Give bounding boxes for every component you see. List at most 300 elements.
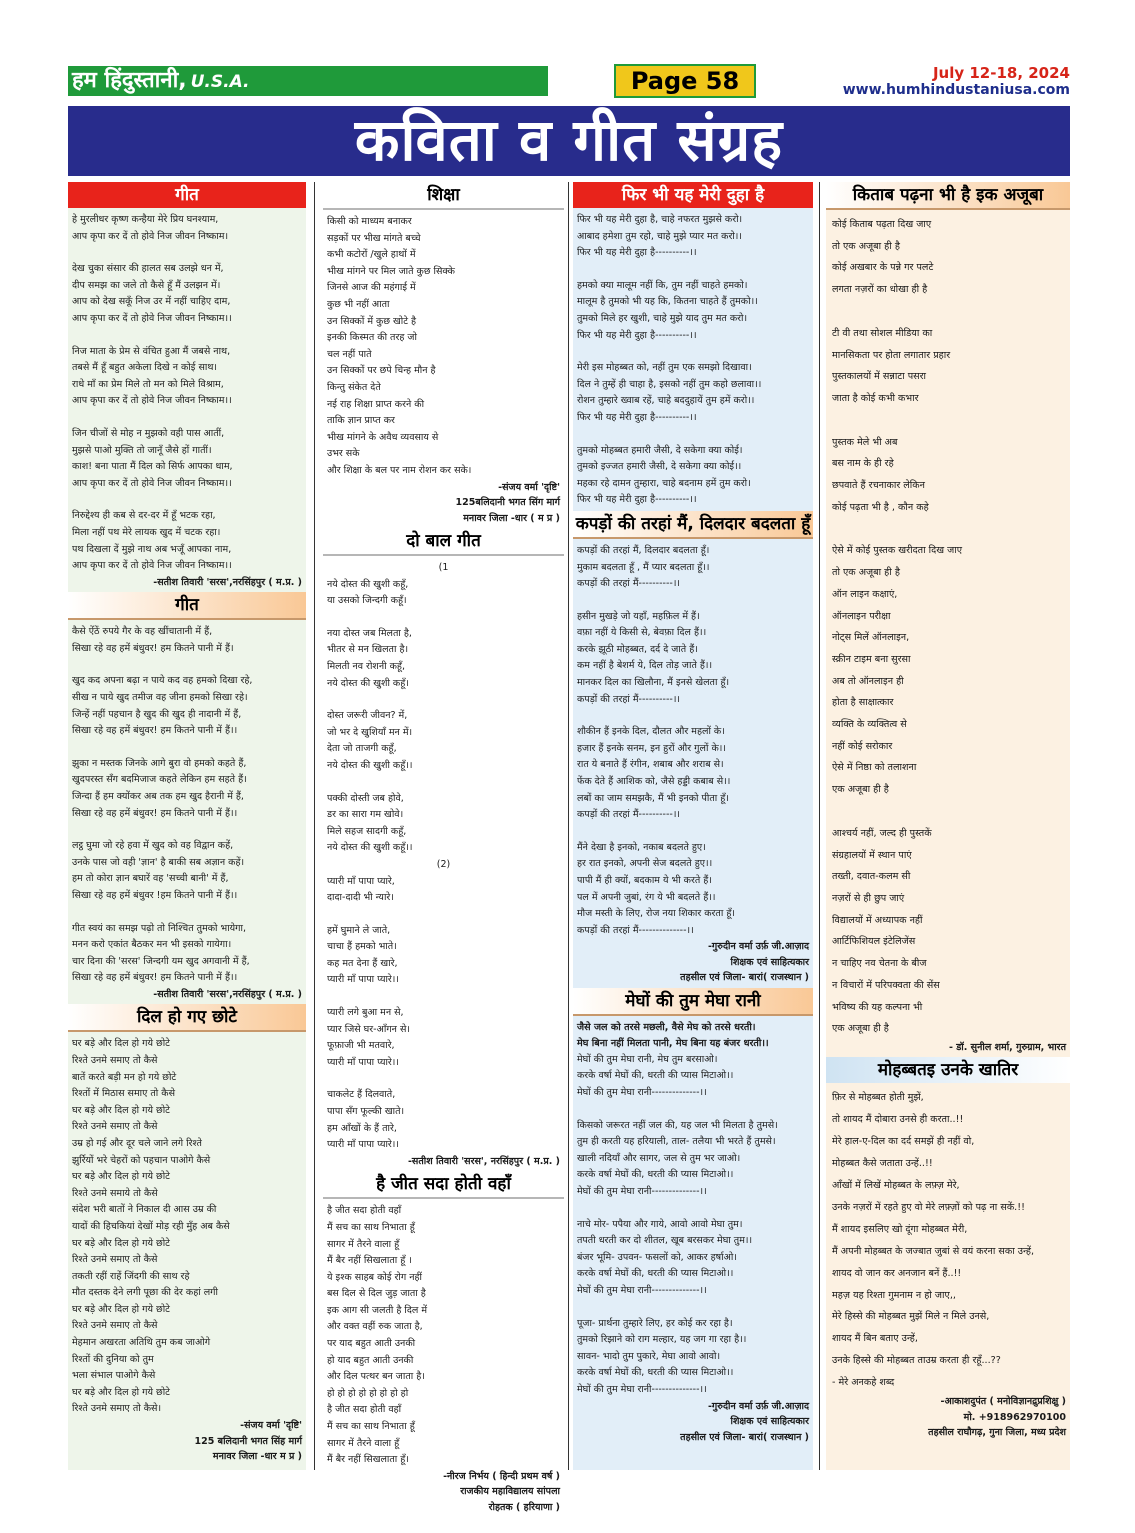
poem-line: मोहब्बत कैसे जताता उन्हें..!!	[832, 1158, 933, 1170]
poem-line: हसीन मुखड़े जो यहाँ, महफ़िल में हैं।	[577, 610, 700, 622]
poem-line: लबों का जाम समझकै, मैं भी इनको पीता हूँ।	[577, 792, 729, 804]
poem-line: हर रात इनको, अपनी सेज बदलते हुए।।	[577, 858, 713, 870]
poem-line: फिर भी यह मेरी दुहा है----------।।	[577, 494, 697, 506]
poem-line: सिखा रहे वह हमें बंधुवर! हम कितने पानी में हैं।	[72, 642, 234, 654]
poem-line: कपड़ों की तरहां मैं----------।।	[577, 693, 681, 705]
poem-line: हमें घुमाने ले जाते,	[327, 924, 391, 936]
poem-kitab-padhna	[826, 182, 1070, 1057]
poem-line: पुस्तकालयों में सन्नाटा पसरा	[832, 371, 927, 383]
poem-line: मेरे हाल-ए-दिल का दर्द समझें ही नहीं वो,	[832, 1136, 975, 1148]
poem-line: तो शायद मैं दोबारा उनसे ही करता..!!	[832, 1114, 964, 1126]
poem-line: घर बड़े और दिल हो गये छोटे	[72, 1303, 170, 1315]
column-divider	[568, 182, 569, 1470]
poem-line: मानकर दिल का खिलौना, मैं इनसे खेलता हूँ।	[577, 677, 730, 689]
poem-line: तपती धरती कर दो शीतल, खूब बरसकर मेघा तुम।।	[577, 1235, 753, 1247]
poem-line: या उसको जिन्दगी कहूँ।	[327, 595, 407, 607]
poem-line: दिल ने तुम्हें ही चाहा है, इसको नहीं तुम कहो छलावा।।	[577, 378, 762, 390]
poem-line: मनन करो एकांत बैठकर मन भी इसको गायेगा।	[72, 939, 232, 951]
poem-line: ताकि ज्ञान प्राप्त कर	[327, 415, 395, 427]
poem-line: न विचारों में परिपक्वता की सेंस	[832, 979, 940, 991]
issue-date: July 12-18, 2024	[932, 64, 1070, 82]
poem-line: जिन्दा हैं हम क्योंकर अब तक हम खुद हैरानी में हैं,	[72, 790, 244, 802]
poem-line: उनके हिस्से की मोहब्बत ताउम्र करता ही रहूँ...??	[832, 1355, 1001, 1367]
poem-line: राधे माँ का प्रेम मिले तो मन को मिले विश्राम,	[72, 378, 224, 390]
poem-line: हो याद बहुत आती उनकी	[327, 1354, 414, 1366]
poem-line: चाकलेट हैं दिलवाते,	[327, 1089, 396, 1101]
poem-title: दो बाल गीत	[323, 528, 564, 556]
poem-line: घर बड़े और दिल हो गये छोटे	[72, 1104, 170, 1116]
poem-line: छपवाते हैं रचनाकार लेकिन	[832, 480, 925, 492]
column-2	[323, 182, 564, 1513]
stanza-break	[327, 610, 560, 626]
poem-line: किसी को माध्यम बनाकर	[327, 216, 412, 227]
poem-line: नये दोस्त की खुशी कहूँ,	[327, 578, 409, 590]
poem-line: शौकीन हैं इनके दिल, दौलत और महलों के।	[577, 726, 725, 738]
poem-line: डर का सारा गम खोवे।	[327, 809, 404, 821]
poem-title: शिक्षा	[323, 182, 564, 210]
stanza-break	[72, 740, 302, 756]
poem-line: उनके पास जो वही 'ज्ञान' है बाकी सब अज्ञान कहें।	[72, 856, 245, 868]
stanza-break	[72, 657, 302, 673]
poem-line: विद्यालयों में अध्यापक नहीं	[832, 914, 923, 926]
poem-line: सिखा रहे वह हमें बंधुवर !हम कितने पानी में हैं।।	[72, 889, 238, 901]
stanza-break	[832, 518, 1066, 540]
column-4	[826, 182, 1070, 1470]
poem-line: आश्चर्य नहीं, जल्द ही पुस्तकें	[832, 827, 932, 839]
poem-line: कपड़ों की तरहां मैं--------------।।	[577, 924, 694, 936]
stanza-break	[577, 1102, 809, 1118]
stanza-break	[327, 775, 560, 791]
poem-body	[826, 1083, 1070, 1442]
poem-line: घर बड़े और दिल हो गये छोटे	[72, 1386, 170, 1398]
poem-line: मौत दस्तक देने लगी पूछा की देर कहां लगी	[72, 1287, 218, 1299]
poem-author	[327, 1469, 560, 1516]
author-line: राजकीय महाविद्यालय सांपला	[460, 1486, 560, 1498]
column-divider	[314, 182, 315, 1470]
poem-line: तुमको मोहब्बत हमारी जैसी, दे सकेगा क्या कोई।	[577, 444, 743, 456]
poem-line: नया दोस्त जब मिलता है,	[327, 627, 412, 639]
stanza-break	[577, 262, 809, 278]
poem-line: मेहमान अखरता अतिथि तुम कब जाओगे	[72, 1337, 211, 1349]
poem-author: - डॉ. सुनील शर्मा, गुरुग्राम, भारत	[948, 1041, 1066, 1053]
poem-dil-ho-gaye-chhote	[68, 1004, 306, 1466]
poem-line: एक अजूबा ही है	[832, 784, 889, 796]
poem-line: दीप समझ का जले तो कैसे हूँ मैं उलझन में।	[72, 279, 221, 291]
poem-line: तकती रहीं राहें जिंदगी की साथ रहे	[72, 1270, 190, 1282]
poem-lines	[832, 1087, 1066, 1394]
poem-line: मेघों की तुम मेघा रानी--------------।।	[577, 1186, 707, 1198]
poem-lines	[72, 1036, 302, 1418]
poem-line: हजार हैं इनके सनम, इन हुरों और गुलों के।।	[577, 742, 726, 754]
author-line: रोहतक ( हरियाणा )	[488, 1501, 560, 1513]
stanza-break	[577, 593, 809, 609]
poem-line: सीख न पाये खुद तमीज वह जीना हमको सिखा रहे।	[72, 691, 248, 703]
poem-line: नये दोस्त की खुशी कहूँ।।	[327, 759, 413, 771]
poem-line: तुमको मिले हर खुशी, चाहे मुझे याद तुम मत करो।	[577, 312, 748, 324]
poem-author: -सतीश तिवारी 'सरस',नरसिंहपुर ( म.प्र. )	[153, 576, 302, 588]
poem-line: आप को देख सकूँ निज उर में नहीं चाहिए दाम,	[72, 296, 231, 308]
poem-line: तुमको इज्जत हमारी जैसी, दे सकेगा क्या कोई।।	[577, 461, 742, 473]
stanza-break	[72, 245, 302, 261]
poem-line: भविष्य की यह कल्पना भी	[832, 1001, 923, 1013]
poem-line: तो एक अजूबा ही है	[832, 240, 900, 252]
poem-line: मालूम है तुमको भी यह कि, कितना चाहते हैं तुमको।।	[577, 296, 758, 308]
stanza-break	[577, 344, 809, 360]
poem-line: मुझसे पाओ मुक्ति तो जानूँ जैसे हों गातीं।	[72, 444, 212, 456]
poem-line: सिखा रहे वह हमें बंधुवर! हम कितने पानी में हैं।।	[72, 725, 238, 737]
poem-title: है जीत सदा होती वहाँ	[323, 1171, 564, 1199]
poem-line: अब तो ऑनलाइन ही	[832, 675, 904, 687]
poem-line: लट्ठ घुमा जो रहे हवा में खुद को वह विद्वान कहें,	[72, 840, 234, 852]
poem-line: नये दोस्त की खुशी कहूँ।	[327, 677, 409, 689]
poem-line: करके वर्षा मेघों की, धरती की प्यास मिटाओ।।	[577, 1268, 734, 1280]
poem-line: और वक्त वहीं रुक जाता है,	[327, 1321, 423, 1333]
poem-line: लगता नज़रों का धोखा ही है	[832, 284, 928, 296]
poem-line: तो एक अजूबा ही है	[832, 567, 900, 579]
poem-hai-jeet-sada	[323, 1171, 564, 1517]
poem-line: फिर भी यह मेरी दुहा है----------।।	[577, 411, 697, 423]
poem-body	[826, 210, 1070, 1057]
poem-line: खाली नदियाँ और सागर, जल से तुम भर जाओ।	[577, 1152, 741, 1164]
poem-line: चार दिना की 'सरस' जिन्दगी यम खुद अगवानी में हैं,	[72, 955, 250, 967]
poem-line: रोशन तुम्हारे ख्वाब रहें, चाहे बददुहायें तुम हमें करो।।	[577, 395, 755, 407]
poem-line: शायद वो जान कर अनजान बनें हैं..!!	[832, 1267, 962, 1279]
poem-line: हम आँखों के हैं तारे,	[327, 1122, 397, 1134]
poem-line: कपड़ों की तरहां मैं, दिलदार बदलता हूँ।	[577, 544, 710, 556]
poem-line: मेघों की तुम मेघा रानी--------------।।	[577, 1383, 707, 1395]
poem-lines	[577, 1052, 809, 1399]
poem-line: स्क्रीन टाइम बना सुरसा	[832, 653, 911, 665]
poem-line: रिश्ते उनमे समाए तो कैसे	[72, 1254, 158, 1266]
poem-line: न चाहिए नव चेतना के बीज	[832, 958, 927, 970]
poem-geet-2	[68, 592, 306, 1004]
poem-line: पुस्तक मेले भी अब	[832, 436, 898, 448]
poem-line: उम्र हो गई और दूर चले जाने लगे रिश्ते	[72, 1137, 202, 1149]
author-line: -गुरुदीन वर्मा उर्फ़ जी.आज़ाद	[707, 941, 809, 953]
poem-line: झुर्रियों भरे चेहरों को पहचान पाओगे कैसे	[72, 1154, 211, 1166]
stanza-break	[327, 692, 560, 708]
poem-line: आप कृपा कर दें तो होवे निज जीवन निष्काम।।	[72, 395, 232, 407]
poem-line: करके झूठी मोहब्बत, दर्द दे जाते हैं।	[577, 643, 698, 655]
poem-line: पक्की दोस्ती जब होवे,	[327, 792, 404, 804]
author-line: -गुरुदीन वर्मा उर्फ़ जी.आज़ाद	[707, 1400, 809, 1412]
poem-line: हो हो हो हो हो हो हो हो	[327, 1387, 409, 1399]
poem-line: वफ़ा नहीं ये किसी से, बेवफ़ा दिल हैं।।	[577, 627, 707, 639]
poem-line: और शिक्षा के बल पर नाम रोशन कर सके।	[327, 464, 472, 476]
author-line: -संजय वर्मा 'दृष्टि'	[240, 1420, 302, 1432]
intro-line: जैसे जल को तरसे मछली, वैसे मेघ को तरसे धरती।	[577, 1021, 756, 1033]
poem-line: खुदपरस्त सँग बदमिजाज कहते लेकिन हम सहते हैं।	[72, 774, 247, 786]
poem-line: ऑनलाइन परीक्षा	[832, 610, 891, 622]
poem-lines	[577, 212, 809, 509]
author-line: -नीरज निर्भय ( हिन्दी प्रथम वर्ष )	[443, 1470, 560, 1482]
poem-line: भीख मांगने पर मिल जाते कुछ सिक्के	[327, 265, 455, 277]
poem-line: कपड़ों की तरहां मैं----------।।	[577, 578, 681, 590]
poem-lines	[72, 212, 302, 575]
poem-line: ऐसे में निष्ठा को तलाशना	[832, 762, 917, 774]
poem-line: पूजा- प्रार्थना तुम्हारे लिए, हर कोई कर रहा है।	[577, 1317, 733, 1329]
poem-line: संदेश भरी बातों ने निकाल दी आस उम्र की	[72, 1204, 217, 1216]
poem-line: संग्रहालयों में स्थान पाएं	[832, 849, 912, 861]
poem-line: मानसिकता पर होता लगातार प्रहार	[832, 349, 951, 361]
poem-line: हे मुरलीधर कृष्ण कन्हैया मेरे प्रिय घनश्याम,	[72, 214, 219, 225]
poem-line: मिला नहीं पथ मेरे लायक खुद में चटक रहा।	[72, 526, 221, 538]
poem-line: आप कृपा कर दें तो होवे निज जीवन निष्काम।।	[72, 312, 232, 324]
poem-line: पल में अपनी जुबां, रंग ये भी बदलते हैं।।	[577, 891, 716, 903]
poem-line: मेरी इस मोहब्बत को, नहीं तुम एक समझो दिखावा।	[577, 362, 752, 374]
poem-line: कुछ भी नहीं आता	[327, 298, 390, 310]
website-link[interactable]: www.humhindustaniusa.com	[842, 82, 1070, 98]
poem-meghon-ki-megha-rani	[573, 988, 813, 1447]
poem-title: फिर भी यह मेरी दुहा है	[573, 182, 813, 208]
poem-line: फ़िर से मोहब्बत होती मुझें,	[832, 1092, 924, 1104]
poem-line: मेघों की तुम मेघा रानी, मेघ तुम बरसाओ।	[577, 1053, 718, 1065]
poem-line: बस नाम के ही रहे	[832, 458, 894, 470]
poem-lines	[72, 624, 302, 987]
poem-title: गीत	[68, 592, 306, 620]
poem-title: मोहब्बतइ उनके खातिर	[826, 1057, 1070, 1083]
poem-line: प्यारी माँ पापा प्यारे।।	[327, 974, 400, 986]
poem-line: कोई किताब पढ़ता दिख जाए	[832, 219, 932, 230]
poem-line: सिखा रहे वह हमें बंधुवर! हम कितने पानी में हैं।।	[72, 807, 238, 819]
poem-line: निरुद्देश्य ही कब से दर-दर में हूँ भटक रहा,	[72, 510, 216, 522]
poem-line: नज़रों से ही छुप जाएं	[832, 892, 905, 904]
poem-line: कपड़ों की तरहां मैं----------।।	[577, 809, 681, 821]
poem-line: उन सिक्कों में कुछ खोटे है	[327, 315, 417, 327]
poem-line: हमको क्या मालूम नहीं कि, तुम नहीं चाहते हमको।	[577, 279, 748, 291]
poem-line: जिन चीजों से मोह न मुझको वही पास आतीं,	[72, 427, 225, 439]
poem-line: प्यारी माँ पापा प्यारे।।	[327, 1139, 400, 1151]
poem-line: भीतर से मन खिलता है।	[327, 644, 409, 656]
poem-line: खुद कद अपना बढ़ा न पाये कद वह हमको दिखा रहे,	[72, 675, 253, 687]
author-line: तहसील एवं जिला- बारां( राजस्थान )	[680, 972, 809, 984]
column-divider	[819, 182, 820, 1470]
stanza-break	[72, 328, 302, 344]
stanza-break	[72, 492, 302, 508]
newspaper-brand[interactable]	[68, 66, 548, 96]
poem-body	[573, 208, 813, 511]
poem-line: रिश्तों की दुनिया को तुम	[72, 1353, 154, 1365]
poem-line: महका रहे दामन तुम्हारा, चाहे बदनाम हमें तुम करो।	[577, 477, 751, 489]
stanza-break	[832, 301, 1066, 323]
poem-line: ये इश्क साहब कोई रोग नहीं	[327, 1271, 423, 1283]
poem-line: उभर सके	[327, 448, 360, 460]
poem-line: तख्ती, दवात-कलम सी	[832, 871, 911, 883]
author-line: -आकाशदुपंत ( मनोविज्ञानद्रुप्रशिक्षु )	[940, 1396, 1066, 1408]
poem-line: जाता है कोई कभी कभार	[832, 392, 919, 404]
poem-line: इक आग सी जलती है दिल में	[327, 1304, 428, 1316]
poem-line: निज माता के प्रेम से वंचित हुआ मैं जबसे नाथ,	[72, 345, 231, 357]
poem-line: शायद मैं बिन बताए उन्हें,	[832, 1333, 918, 1345]
poem-line: ऐसे में कोई पुस्तक खरीदता दिख जाए	[832, 545, 963, 557]
poem-line: मुकाम बदलता हूँ , मैं प्यार बदलता हूँ।।	[577, 561, 710, 573]
poem-line: रिश्ते उनमे समाये तो कैसे	[72, 1187, 158, 1199]
poem-title: मेघों की तुम मेघा रानी	[573, 988, 813, 1016]
poem-line: नाचे मोर- पपैया और गाये, आवो आवो मेघा तुम।	[577, 1218, 743, 1230]
poem-line: घर बड़े और दिल हो गये छोटे	[72, 1237, 170, 1249]
poem-body	[68, 620, 306, 1004]
poem-line: दादा-दादी भी न्यारे।	[327, 892, 394, 904]
poem-line: घर बड़े और दिल हो गये छोटे	[72, 1038, 170, 1050]
poem-line: मिलती नव रोशनी कहूँ,	[327, 660, 405, 672]
issue-info	[843, 64, 1070, 99]
poem-line: देख चुका संसार की हालत सब उलझे धन में,	[72, 263, 224, 275]
poem-line: कैसे ऐंठें रुपये गैर के वह खींचातानी में हैं,	[72, 626, 213, 638]
poem-author: -सतीश तिवारी 'सरस',नरसिंहपुर ( म.प्र. )	[153, 988, 302, 1000]
poem-line: बंजर भूमि- उपवन- फसलों को, आकर हर्षाओ।	[577, 1251, 737, 1263]
poem-line: (1	[438, 562, 449, 573]
poem-line: आप कृपा कर दें तो होवे निज जीवन निष्काम।	[72, 230, 229, 242]
author-line: मनावर जिला -धार ( म प्र )	[463, 512, 560, 524]
poem-line: रिश्तों में मिठास समाए तो कैसे	[72, 1088, 175, 1100]
author-line: 125 बलिदानी भगत सिंह मार्ग	[194, 1435, 302, 1447]
page-number: Page 58	[614, 64, 756, 98]
stanza-break	[72, 410, 302, 426]
poem-body	[323, 210, 564, 528]
poem-line: मैं बैर नहीं सिखलाता हूँ ।	[327, 1255, 412, 1267]
poem-line: नई राह शिक्षा प्राप्त करने की	[327, 398, 425, 410]
poem-line: मैं अपनी मोहब्बत के जज्बात जुबां से वयं करना सका उन्हें,	[832, 1245, 1035, 1257]
poem-line: करके वर्षा मेघों की, धरती की प्यास मिटाओ।।	[577, 1367, 734, 1379]
poem-geet-1	[68, 182, 306, 592]
poem-line: रिश्ते उनमे समाए तो कैसे	[72, 1320, 158, 1332]
poem-title: गीत	[68, 182, 306, 208]
poem-phir-bhi-dua	[573, 182, 813, 511]
author-line: मो. +918962970100	[963, 1411, 1066, 1423]
poem-line: उनके नज़रों में रहते हुए वो मेरे लफ़्ज़ों को पढ़ ना सकें.!!	[832, 1201, 1025, 1213]
stanza-break	[577, 1300, 809, 1316]
poem-line: दोस्त जरूरी जीवन? में,	[327, 710, 408, 722]
poem-line: नये दोस्त की खुशी कहूँ।।	[327, 842, 413, 854]
stanza-break	[832, 410, 1066, 432]
stanza-break	[577, 708, 809, 724]
poem-intro	[577, 1020, 809, 1052]
poem-line: पथ दिखला दें मुझे नाथ अब भजूँ आपका नाम,	[72, 543, 232, 555]
poem-line: आबाद हमेशा तुम रहो, चाहे मुझे प्यार मत करो।।	[577, 230, 743, 242]
poem-line: फूफ़ाजी भी मतवारे,	[327, 1040, 395, 1052]
poem-line: किसको जरूरत नहीं जल की, यह जल भी मिलता है तुमसे।	[577, 1119, 778, 1131]
poem-mohabbat-unke-khatir	[826, 1057, 1070, 1442]
poem-line: मैं शायद इसलिए खो दूंगा मोहब्बत मेरी,	[832, 1223, 968, 1235]
poem-line: कोई अखबार के पन्ने गर पलटे	[832, 262, 934, 274]
poem-line: पापी मैं ही क्यों, बदकाम ये भी करते हैं।	[577, 875, 712, 886]
poem-line: - मेरे अनकहे शब्द	[832, 1377, 895, 1389]
poem-line: फिर भी यह मेरी दुहा है----------।।	[577, 247, 697, 259]
stanza-break	[72, 905, 302, 921]
poem-line: मौज मस्ती के लिए, रोज नया शिकार करता हूँ।	[577, 908, 735, 920]
poem-line: टी वी तथा सोशल मीडिया का	[832, 327, 933, 339]
poem-line: घर बड़े और दिल हो गये छोटे	[72, 1171, 170, 1183]
poem-line: मेघों की तुम मेघा रानी--------------।।	[577, 1087, 707, 1099]
poem-lines	[327, 560, 560, 1154]
poem-line: रात ये बनाते हैं रंगीन, शबाब और शराब से।	[577, 759, 724, 771]
poem-body	[68, 208, 306, 592]
stanza-break	[327, 907, 560, 923]
stanza-break	[832, 801, 1066, 823]
poem-author	[577, 939, 809, 986]
author-line: शिक्षक एवं साहित्यकार	[730, 956, 809, 968]
poem-line: होता है साक्षात्कार	[832, 697, 894, 709]
poem-line: है जीत सदा होती वहाँ	[327, 1205, 402, 1217]
poem-line: (2)	[436, 858, 451, 870]
poem-line: फिर भी यह मेरी दुहा है, चाहे नफरत मुझसे करो।	[577, 214, 743, 225]
poem-line: और दिल पत्थर बन जाता है।	[327, 1371, 425, 1383]
masthead	[68, 64, 1070, 100]
poem-line: मेरे हिस्से की मोहब्बत मुझें मिले न मिले उनसे,	[832, 1311, 990, 1323]
poem-line: सड़कों पर भीख मांगते बच्चे	[327, 232, 421, 244]
poem-line: मैं सच का साथ निभाता हूँ	[327, 1221, 415, 1233]
poem-line: मैं बैर नहीं सिखलाता हूँ।	[327, 1454, 409, 1466]
poem-author	[832, 1394, 1066, 1441]
stanza-break	[577, 1201, 809, 1217]
author-line: तहसील राघौगढ़, गुना जिला, मध्य प्रदेश	[928, 1427, 1066, 1439]
column-3	[573, 182, 813, 1470]
poem-line: करके वर्षा मेघों की, धरती की प्यास मिटाओ।।	[577, 1070, 734, 1082]
poem-line: प्यारी लगे बुआ मन से,	[327, 1007, 404, 1019]
poem-line: करके वर्षा मेघों की, धरती की प्यास मिटाओ।।	[577, 1169, 734, 1181]
poem-line: उन सिक्कों पर छपे चिन्ह मौन है	[327, 365, 436, 377]
poem-line: आर्टिफिशियल इंटेलिजेंस	[832, 936, 916, 948]
poem-shiksha	[323, 182, 564, 528]
poem-line: नोट्स मिलें ऑनलाइन,	[832, 632, 910, 644]
poem-line: नहीं कोई सरोकार	[832, 740, 893, 752]
poem-line: जिनसे आज की महंगाई में	[327, 282, 416, 294]
poem-title: कपड़ों की तरहां मैं, दिलदार बदलता हूँ	[573, 511, 813, 539]
poem-line: प्यारी माँ पापा प्यारे,	[327, 875, 395, 887]
poem-body	[573, 539, 813, 988]
stanza-break	[327, 989, 560, 1005]
column-1	[68, 182, 306, 1470]
poem-line: जिन्हें नहीं पहचान है खुद की खुद ही नादानी में हैं,	[72, 708, 242, 720]
poem-line: रिश्ते उनमे समाए तो कैसे।	[72, 1403, 162, 1415]
poem-line: देता जो ताजगी कहूँ,	[327, 743, 397, 755]
poem-body	[323, 556, 564, 1171]
poem-line: तुम ही करती यह हरियाली, ताल- तलैया भी भरते हैं तुमसे।	[577, 1136, 776, 1148]
poem-line: बातें करते बड़ी मन हो गये छोटे	[72, 1071, 177, 1083]
poem-line: रिश्ते उनमे समाए तो कैसे	[72, 1054, 158, 1066]
poem-title: दिल हो गए छोटे	[68, 1004, 306, 1032]
poem-line: व्यक्ति के व्यक्तित्व से	[832, 719, 907, 731]
poem-line: ऑन लाइन कक्षाएं,	[832, 588, 898, 600]
poem-line: आप कृपा कर दें तो होवे निज जीवन निष्काम।।	[72, 560, 232, 572]
poem-lines	[327, 1203, 560, 1469]
stanza-break	[327, 1071, 560, 1087]
page-title: कविता व गीत संग्रह	[68, 106, 1070, 176]
poem-line: यादों की हिचकियां देखों मोड़ रही मुँह अब कैसे	[72, 1220, 230, 1232]
poem-line: बस दिल से दिल जुड़ जाता है	[327, 1288, 426, 1300]
poem-line: प्यारी माँ पापा प्यारे।।	[327, 1056, 400, 1068]
author-line: 125बलिदानी भगत सिंग मार्ग	[455, 497, 560, 508]
poem-author: -सतीश तिवारी 'सरस', नरसिंहपुर ( म.प्र. )	[407, 1155, 560, 1167]
author-line: शिक्षक एवं साहित्यकार	[730, 1416, 809, 1428]
intro-line: मेघ बिना नहीं मिलता पानी, मेघ बिना यह बंजर धरती।।	[577, 1037, 769, 1049]
author-line: -संजय वर्मा 'दृष्टि'	[498, 481, 560, 493]
poem-lines	[832, 214, 1066, 1040]
poem-line: सागर में तैरने वाला हूँ	[327, 1238, 400, 1250]
poem-line: किन्तु संकेत देते	[327, 381, 381, 393]
poem-body	[573, 1016, 813, 1447]
author-line: मनावर जिला -धार म प्र )	[212, 1451, 302, 1463]
poem-line: सागर में तैरने वाला हूँ	[327, 1437, 400, 1449]
poem-line: इनकी किस्मत की तरह जो	[327, 332, 417, 344]
poem-line: चल नहीं पाते	[327, 348, 372, 360]
poem-line: गीत स्वयं का समझ पढ़ो तो निश्चित तुमको भायेगा,	[72, 922, 247, 934]
poem-line: तुमको रिझाने को राग मल्हार, यह जग गा रहा है।।	[577, 1334, 747, 1346]
poem-lines	[327, 214, 560, 480]
stanza-break	[577, 427, 809, 443]
poem-line: आप कृपा कर दें तो होवे निज जीवन निष्काम।।	[72, 477, 232, 489]
poem-line: मिले सहज सादगी कहूँ,	[327, 825, 407, 837]
